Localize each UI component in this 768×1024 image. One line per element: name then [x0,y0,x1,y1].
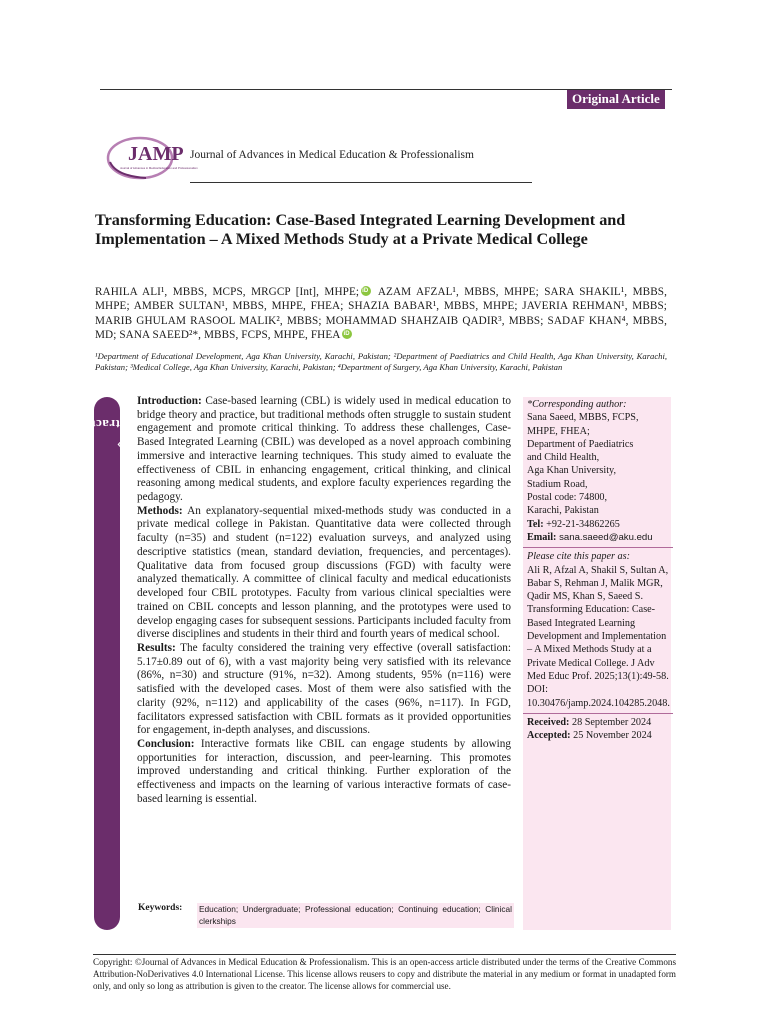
divider [523,547,673,548]
citation: Ali R, Afzal A, Shakil S, Sultan A, Babar S, Rehman J, Malik MGR, Qadir MS, Khan S, Saeed S. Transforming Education: Case-Based Integrated Learning Development and Implementation – A Mixed Methods Study at a Private Medical College. J Adv Med Educ Prof. 2025;13(1):49-58. DOI: 10.30476/jamp.2024.104285.2048. [527,564,670,709]
journal-title: Journal of Advances in Medical Education & Professionalism [190,149,474,161]
journal-logo [106,134,198,180]
address-line: Karachi, Pakistan [527,505,599,517]
orcid-icon[interactable] [361,286,371,296]
info-panel-content [527,398,669,742]
address-line: Postal code: 74800, [527,492,608,504]
svg-text:Journal of Advances in Medical: Journal of Advances in Medical Education and Professionalism [120,166,198,170]
corresponding-label: *Corresponding author: [527,399,627,410]
divider [523,713,673,714]
journal-rule [190,182,532,183]
abstract-conclusion: Conclusion: Interactive formats like CBIL can engage students by allowing opportunities for interaction, discussion, and peer-learning. This promotes improved understanding and critical thinking. Further exploration of the effectiveness and impacts on the learning of various interactive formats of case-based learning is essential. [137,737,511,805]
svg-text:JAMP: JAMP [128,143,184,165]
abstract-results: Results: The faculty considered the training very effective (overall satisfaction: 5.17±0.89 out of 6), with a vast majority being very satisfied with its relevance (86%, n=30) and structure (91%, n=32). Among students, 95% (n=116) were satisfied with the developed cases. Most of them were also satisfied with the clarity (92%, n=112) and applicability of the cases (96%, n=117). In FGD, facilitators expressed satisfaction with CBIL formats as it provided opportunities for engagement, in-depth analyses, and discussions. [137,641,511,737]
address-line: Department of Paediatrics [527,438,634,450]
corresponding-name: Sana Saeed, MBBS, FCPS, MHPE, FHEA; [527,412,639,437]
address-line: Stadium Road, [527,478,588,490]
keywords-label: Keywords: [138,903,183,913]
affiliations: ¹Department of Educational Development, Aga Khan University, Karachi, Pakistan; ²Department of Paediatrics and Child Health, Aga Khan University, Karachi, Pakistan; ³Medical College, Aga Khan University, Karachi, Pakistan; ⁴Department of Surgery, Aga Khan University, Karachi, Pakistan [95,351,667,373]
orcid-icon[interactable] [342,329,352,339]
email[interactable]: Email: sana.saeed@aku.edu [527,531,653,543]
article-title: Transforming Education: Case-Based Integrated Learning Development and Implementation – A Mixed Methods Study at a Private Medical College [95,211,626,248]
authors-part-2: AZAM AFZAL¹, MBBS, MHPE; SARA SHAKIL¹, MBBS, MHPE; AMBER SULTAN¹, MBBS, MHPE, FHEA; SHAZIA BABAR¹, MBBS, MHPE; JAVERIA REHMAN¹, MBBS; MARIB GHULAM RASOOL MALIK², MBBS; MOHAMMAD SHAHZAIB QADIR³, MBBS; SADAF KHAN⁴, MBBS, MD; SANA SAEED²*, MBBS, FCPS, MHPE, FHEA [95,286,667,341]
copyright-notice: Copyright: ©Journal of Advances in Medical Education & Professionalism. This is an open-access article distributed under the terms of the Creative Commons Attribution-NoDerivatives 4.0 International License. This license allows reusers to copy and distribute the material in any medium or format in unadapted form only, and only so long as attribution is given to the creator. The license allows for commercial use. [93,957,676,992]
authors-part-1: RAHILA ALI¹, MBBS, MCPS, MRGCP [Int], MHPE; [95,286,360,298]
telephone: Tel: +92-21-34862265 [527,518,620,530]
article-type-badge: Original Article [567,90,665,109]
address-line: and Child Health, [527,452,600,464]
abstract-body [137,395,511,807]
abstract-label: › Abstract [90,416,144,454]
abstract-introduction: Introduction: Case-based learning (CBL) is widely used in medical education to bridge theory and practice, but traditional methods often struggle to sustain student engagement and promote critical thinking. To address these challenges, Case-Based Integrated Learning (CBIL) was developed as a novel approach combining immersive and interactive learning techniques. This study aimed to evaluate the effectiveness of CBIL in enhancing engagement, critical thinking, and clinical reasoning among medical students, and explore faculty experiences regarding the pedagogy. [137,395,511,504]
address-line: Aga Khan University, [527,465,617,477]
abstract-methods: Methods: An explanatory-sequential mixed-methods study was conducted in a private medical college in Pakistan. Quantitative data were collected through faculty (n=35) and student (n=122) evaluation surveys, and analyzed using descriptive statistics (mean, standard deviation, frequencies, and percentages). Qualitative data from focused group discussions (FGD) with faculty were analyzed thematically. A committee of clinical faculty and medical educationists developed four CBIL prototypes. Faculty from various clinical specialties were trained on CBIL concepts and lesson planning, and the prototypes were used to develop engaging cases for subsequent sessions. Participants included faculty from diverse disciplines and students in their third and fourth years of medical school. [137,504,511,641]
chevron-right-icon: › [112,438,122,454]
cite-label: Please cite this paper as: [527,551,630,563]
accepted-date: Accepted: 25 November 2024 [527,730,652,742]
author-list [95,285,667,342]
keywords: Education; Undergraduate; Professional education; Continuing education; Clinical clerkships [197,903,514,928]
received-date: Received: 28 September 2024 [527,716,652,728]
footer-rule [93,954,676,955]
